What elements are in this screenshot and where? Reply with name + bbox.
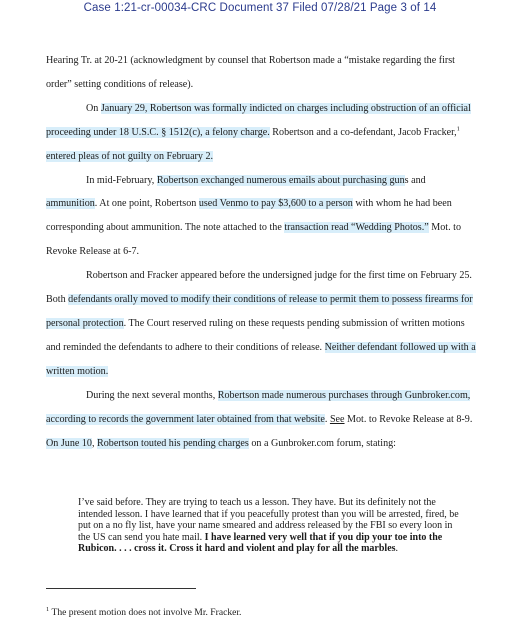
quote-text: I’ve said before. They are trying to teach us a lesson. They have. But its definitely not the intended lesson. I have learned that if you peacefully protest than you will be arrested, fired, be put on a no fly list, have your name smeared and address released by the FBI so every loon in the US can send you hate mail. (78, 497, 459, 543)
highlighted-text: Robertson made numerous purchases through Gunbroker.com, according to records the government later obtained from that website (46, 389, 471, 425)
case-header: Case 1:21-cr-00034-CRC Document 37 Filed 07/28/21 Page 3 of 14 (83, 2, 437, 14)
text-run: with whom he had been corresponding about ammunition. The note attached to the (46, 198, 452, 234)
text-run: on a Gunbroker.com forum, stating: (248, 437, 396, 449)
text-run: . At one point, Robertson (94, 198, 199, 210)
citation-signal: See (329, 413, 345, 425)
highlighted-text: entered pleas of not guilty on February 2. (46, 150, 214, 162)
quote-end: . (395, 543, 399, 555)
text-run: In mid-February, (86, 174, 157, 186)
footnote-divider (46, 588, 196, 589)
highlighted-text: ammunition (46, 198, 95, 210)
highlighted-text: used Venmo to pay $3,600 to a person (198, 198, 353, 210)
text-run: Mot. to Revoke Release at 6-7. (46, 222, 461, 258)
highlighted-text: transaction read “Wedding Photos.” (284, 222, 429, 234)
paragraph-1 (46, 49, 476, 97)
highlighted-text: Neither defendant followed up with a written motion. (46, 341, 476, 377)
text-run: . The Court reserved ruling on these requests pending submission of written motions and reminded the defendants to adhere to their conditions of release. (46, 317, 465, 353)
text-run: , (91, 437, 98, 449)
text-run: . (324, 413, 330, 425)
text-run: Robertson and a co-defendant, Jacob Fracker, (269, 126, 457, 138)
highlighted-text: January 29, Robertson was formally indicted on charges including obstruction of an official proceeding under 18 U.S.C. § 1512(c), a felony charge. (46, 102, 471, 138)
quote-bold-text: I have learned very well that if you dip your toe into the Rubicon. . . . cross it. Cross it hard and violent and play for all the marbles (78, 531, 443, 555)
text-run: s and (404, 174, 426, 186)
paragraph-5 (46, 384, 476, 456)
text-run: Robertson and Fracker appeared before the undersigned judge for the first time on February 25. Both (46, 270, 472, 306)
highlighted-text: defendants orally moved to modify their conditions of release to permit them to possess firearms for personal protection (46, 294, 473, 329)
footnote (46, 606, 476, 618)
highlighted-text: Robertson touted his pending charges (97, 437, 249, 449)
block-quote (78, 497, 466, 555)
text-run: Hearing Tr. at 20-21 (acknowledgment by counsel that Robertson made a “mistake regarding the first order” setting conditions of release). (46, 55, 455, 90)
highlighted-text: Robertson exchanged numerous emails about purchasing gun (156, 174, 405, 186)
footnote-number: 1 (46, 606, 50, 613)
highlighted-text: On June 10 (46, 437, 92, 449)
paragraph-2 (46, 97, 476, 169)
footnote-ref: 1 (456, 125, 460, 133)
text-run: During the next several months, (86, 389, 218, 401)
document-body (46, 49, 476, 455)
text-run: Mot. to Revoke Release at 8-9. (344, 413, 473, 425)
paragraph-4 (46, 264, 476, 384)
footnote-text: The present motion does not involve Mr. Fracker. (49, 607, 242, 619)
paragraph-3 (46, 169, 476, 265)
text-run: On (86, 102, 101, 114)
